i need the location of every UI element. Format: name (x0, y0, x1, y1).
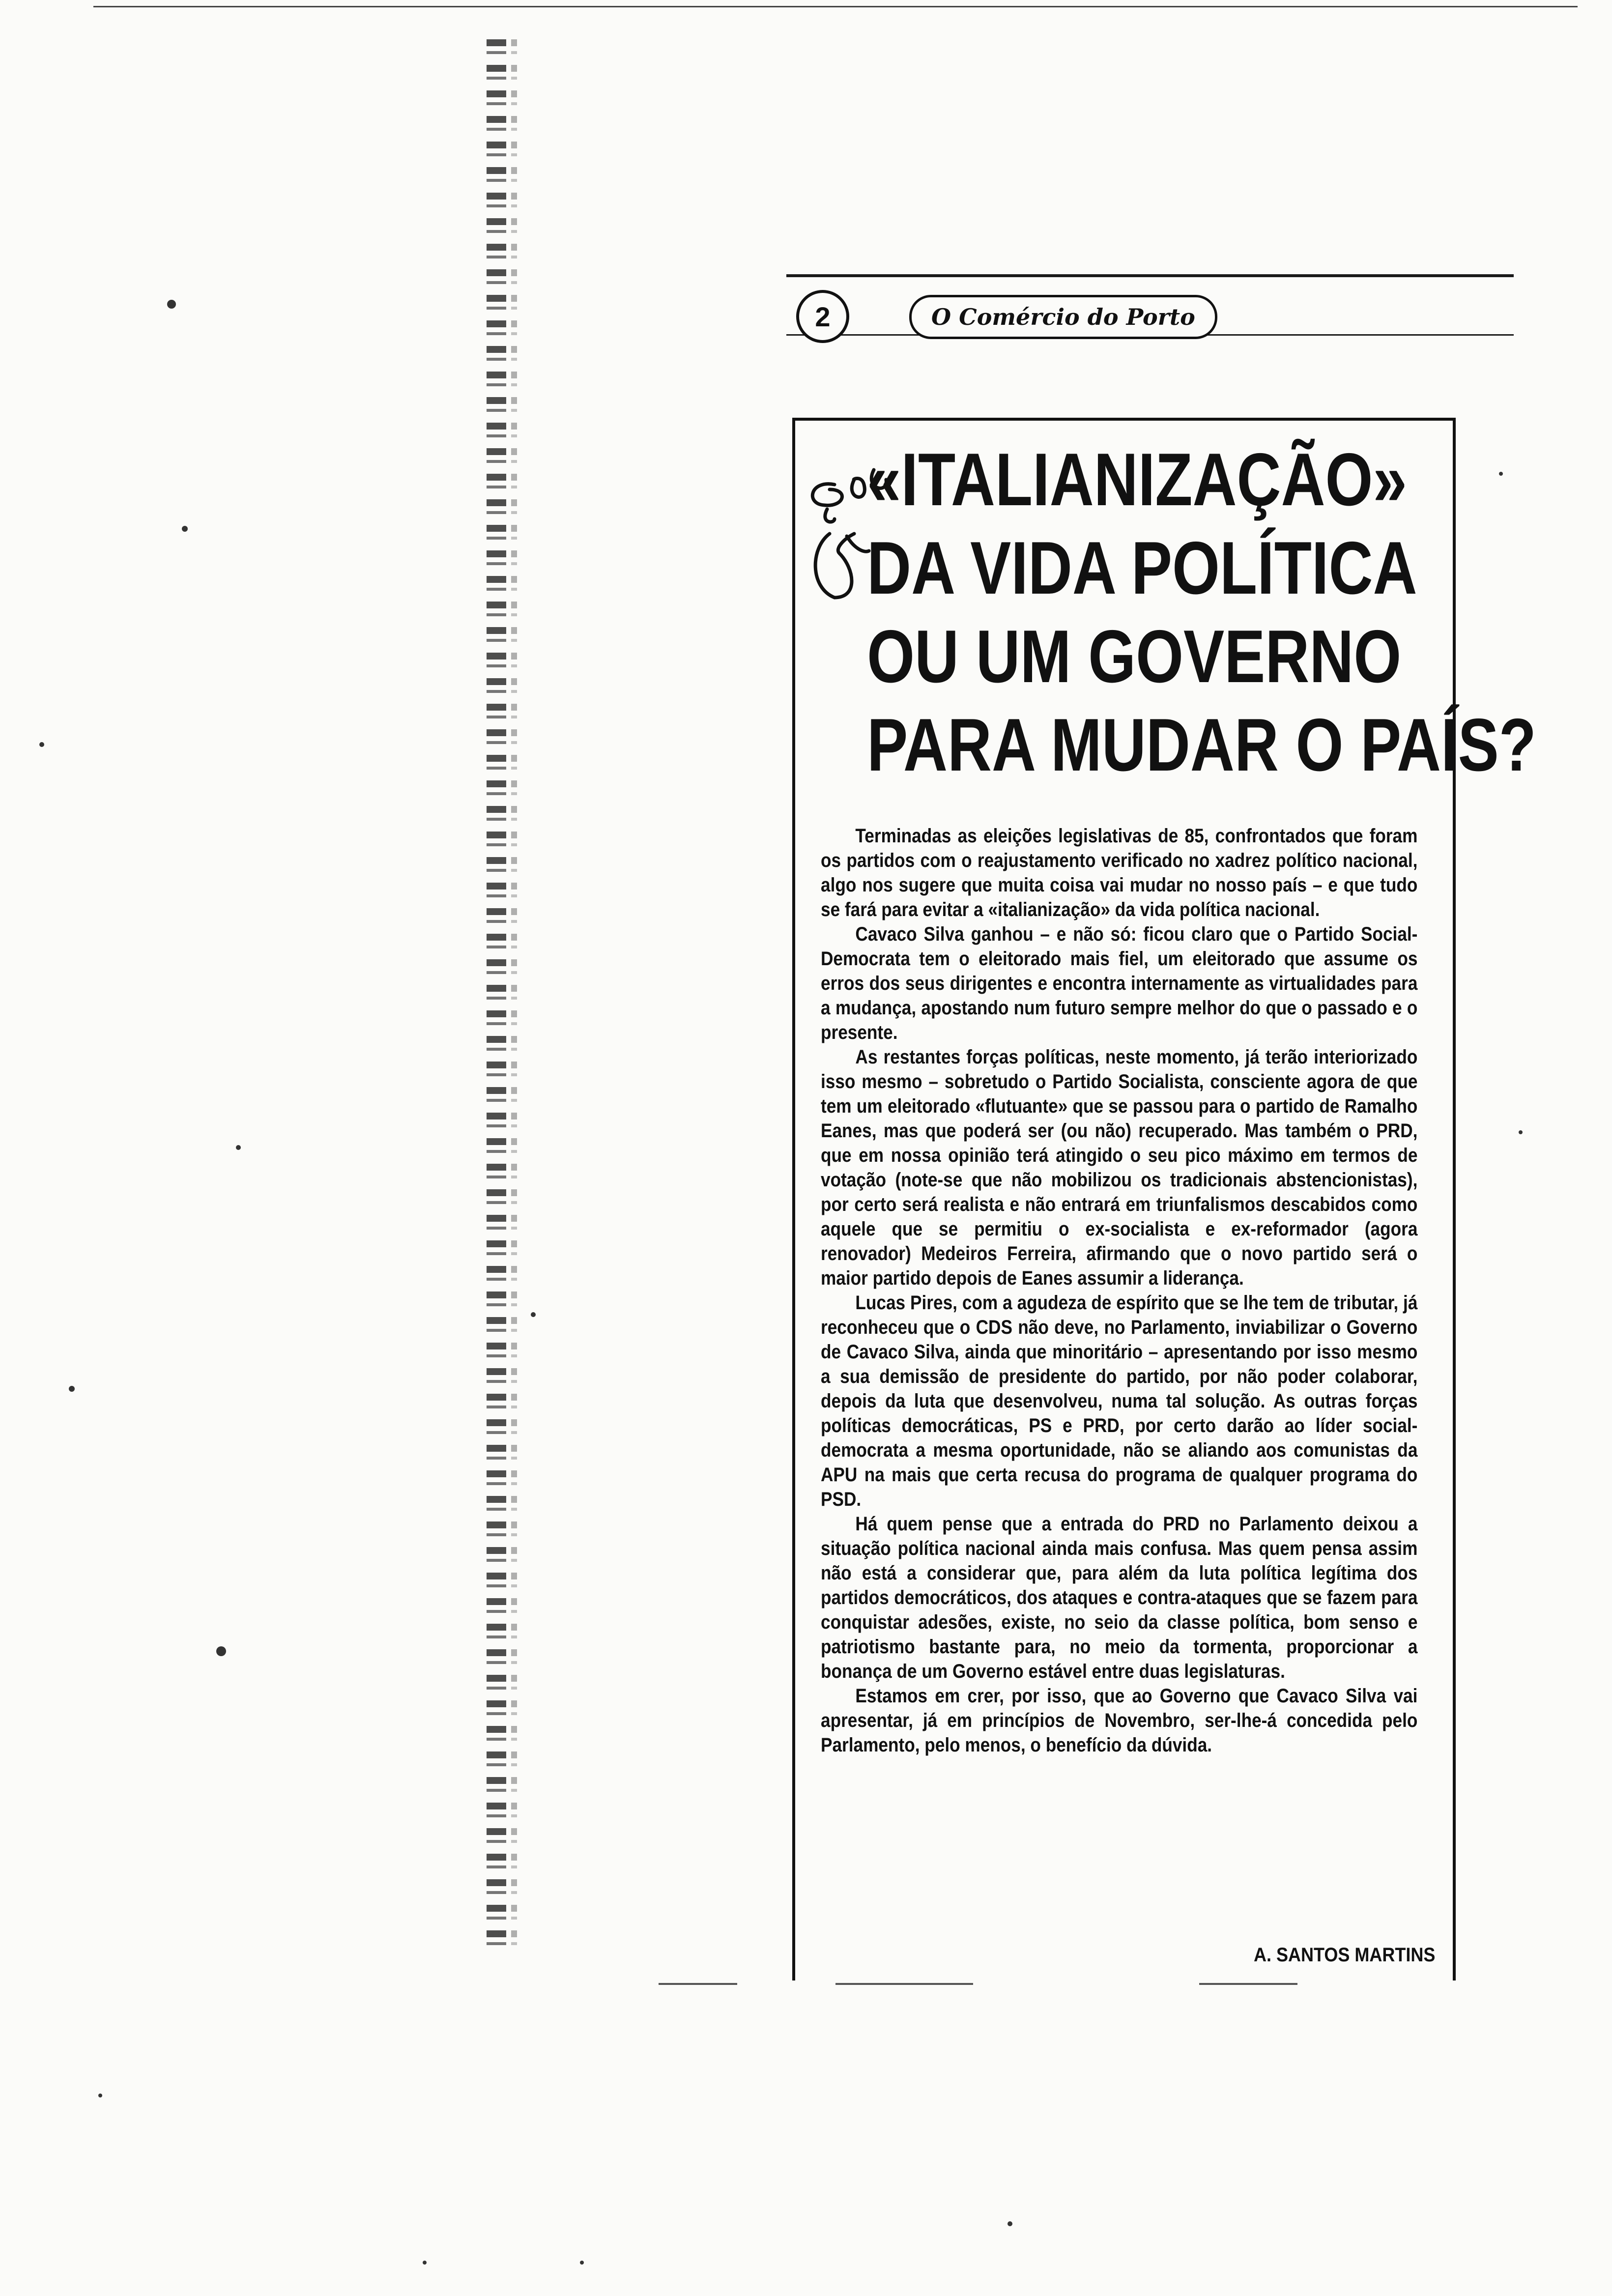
newspaper-masthead: O Comércio do Porto (909, 295, 1217, 339)
scan-speck (531, 1312, 536, 1317)
newspaper-header (786, 270, 1514, 344)
article-body (821, 824, 1417, 1757)
scan-speck (69, 1386, 75, 1392)
scan-noise-line (1199, 1983, 1297, 1985)
scan-speck (1499, 472, 1503, 476)
scan-top-edge (93, 6, 1578, 7)
scan-speck (1519, 1130, 1523, 1134)
headline-line: OU UM GOVERNO (867, 615, 1402, 698)
scan-speck (167, 300, 176, 309)
scan-speck (1008, 2221, 1012, 2226)
headline-line: «ITALIANIZAÇÃO» (867, 438, 1407, 521)
scan-speck (98, 2094, 102, 2097)
article-box (792, 418, 1536, 1980)
scan-noise-line (835, 1983, 973, 1985)
article-byline: A. SANTOS MARTINS (1253, 1944, 1435, 1966)
scan-speck (216, 1646, 226, 1656)
headline-line: PARA MUDAR O PAÍS? (867, 703, 1536, 787)
scan-binding-shadow-secondary (511, 39, 517, 1956)
page-number-badge: 2 (796, 290, 849, 343)
scan-binding-shadow (487, 39, 506, 1956)
article-headline (867, 435, 1536, 789)
scan-noise-line (659, 1983, 737, 1985)
header-rule-top (786, 274, 1514, 277)
article-paragraph: Cavaco Silva ganhou – e não só: ficou claro que o Partido Social-Democrata tem o eleitorado mais fiel, um eleitorado que assume os erros dos seus dirigentes e encontra internamente as virtualidades para a mudança, apostando num futuro sempre melhor do que o passado e o presente. (821, 923, 1418, 1043)
scan-speck (39, 742, 44, 747)
scan-speck (423, 2261, 427, 2265)
article-paragraph: Estamos em crer, por isso, que ao Governo que Cavaco Silva vai apresentar, já em princípios de Novembro, ser-lhe-á concedida pelo Parlamento, pelo menos, o benefício da dúvida. (821, 1685, 1418, 1756)
scan-speck (236, 1145, 241, 1150)
scan-speck (182, 526, 188, 532)
article-paragraph: Há quem pense que a entrada do PRD no Parlamento deixou a situação política nacional ainda mais confusa. Mas quem pensa assim não está a considerar que, para além da luta política legítima dos partidos democráticos, dos ataques e contra-ataques que se fazem para conquistar adesões, existe, no seio da classe política, bom senso e patriotismo bastante para, no meio da tormenta, proporcionar a bonança de um Governo estável entre duas legislaturas. (821, 1513, 1418, 1682)
article-paragraph: Terminadas as eleições legislativas de 85, confrontados que foram os partidos com o reajustamento verificado no xadrez político nacional, algo nos sugere que muita coisa vai mudar no nosso país – e que tudo se fará para evitar a «italianização» da vida política nacional. (821, 825, 1418, 920)
headline-line: DA VIDA POLÍTICA (867, 526, 1417, 610)
article-paragraph: Lucas Pires, com a agudeza de espírito que se lhe tem de tributar, já reconheceu que o CDS não deve, no Parlamento, inviabilizar o Governo de Cavaco Silva, ainda que minoritário – apresentando por isso mesmo a sua demissão de presidente do partido, por não poder colaborar, depois da luta que desenvolveu, numa tal solução. As outras forças políticas democráticas, PS e PRD, por certo darão ao líder social-democrata a mesma oportunidade, não se aliando aos comunistas da APU na mais que certa recusa do programa de qualquer programa do PSD. (821, 1292, 1418, 1510)
scan-speck (580, 2261, 584, 2265)
article-paragraph: As restantes forças políticas, neste momento, já terão interiorizado isso mesmo – sobretudo o Partido Socialista, consciente agora de que tem um eleitorado «flutuante» que se passou para o partido de Ramalho Eanes, mas que poderá ser (ou não) recuperado. Mas também o PRD, que em nossa opinião terá atingido o seu pico máximo em termos de votação (note-se que não mobilizou os tradicionais abstencionistas), por certo será realista e não entrará em triunfalismos descabidos como aquele que se permitiu o ex-socialista e ex-reformador (agora renovador) Medeiros Ferreira, afirmando que o novo partido será o maior partido depois de Eanes assumir a liderança. (821, 1046, 1418, 1289)
